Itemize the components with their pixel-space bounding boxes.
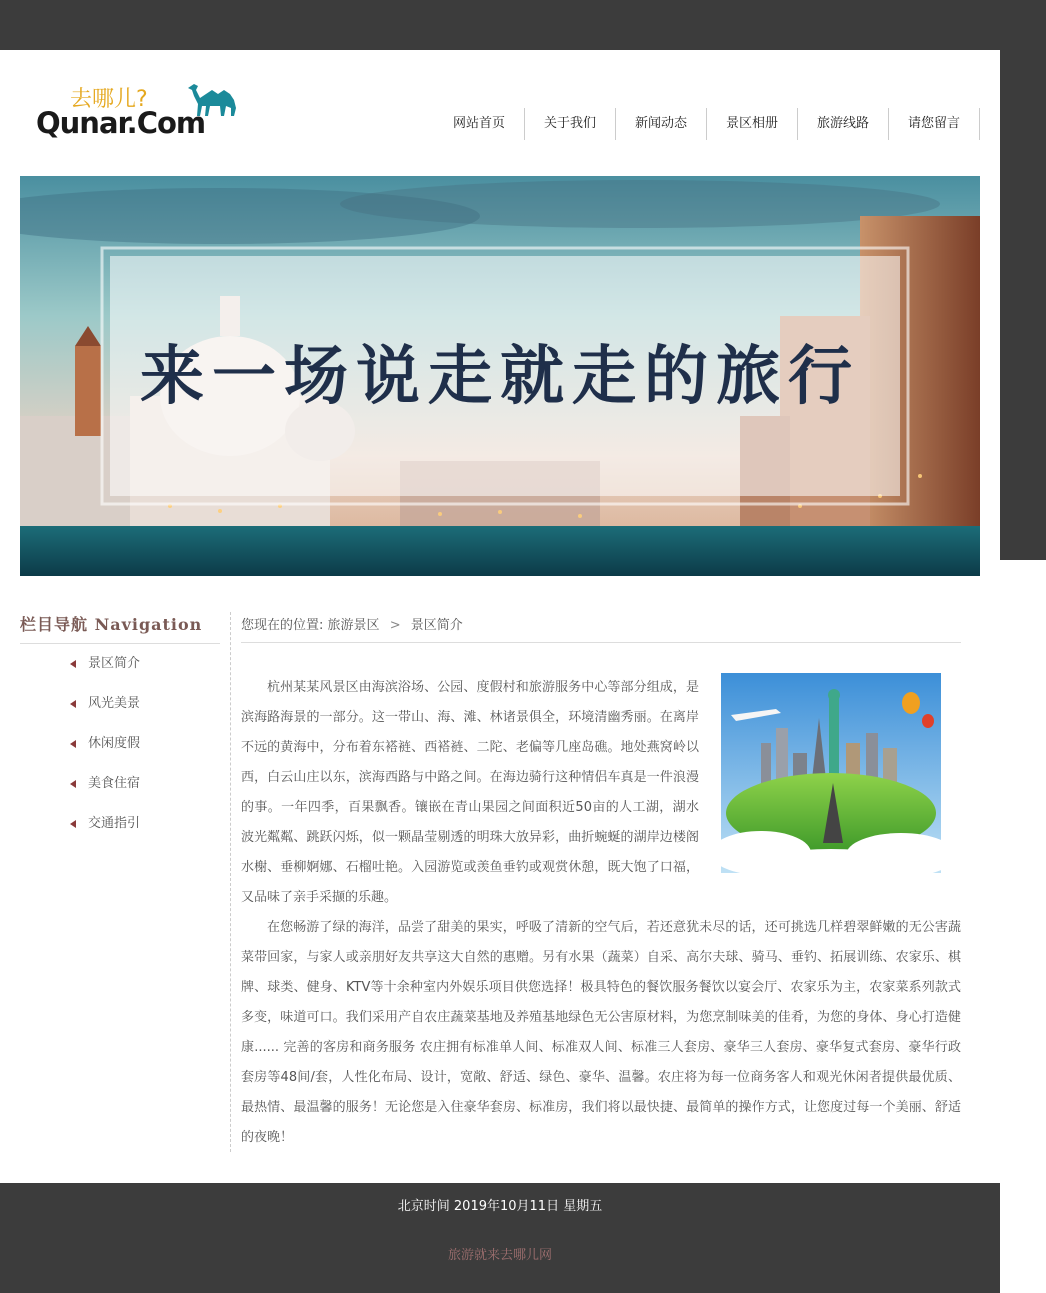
sidebar-item-food[interactable]: 美食住宿 xyxy=(20,764,220,804)
divider xyxy=(230,612,231,1152)
footer xyxy=(0,1183,1000,1293)
top-bar xyxy=(0,0,1046,50)
travel-illustration xyxy=(721,673,941,873)
sidebar-title: 栏目导航 Navigation xyxy=(20,606,220,644)
triangle-left-icon xyxy=(70,660,76,668)
hero-banner xyxy=(20,176,980,576)
logo-en-text: Qunar.Com xyxy=(36,106,206,140)
logo-cn-text: 去哪儿? xyxy=(70,87,148,112)
main-nav xyxy=(434,108,980,140)
nav-home[interactable]: 网站首页 xyxy=(434,108,525,140)
sidebar-item-intro[interactable]: 景区简介 xyxy=(20,644,220,684)
nav-about[interactable]: 关于我们 xyxy=(525,108,616,140)
banner-headline: 来一场说走就走的旅行 xyxy=(140,340,860,414)
nav-message[interactable]: 请您留言 xyxy=(889,108,980,140)
article-paragraph-2: 在您畅游了绿的海洋，品尝了甜美的果实，呼吸了清新的空气后，若还意犹未尽的话，还可挑选几样碧翠鲜嫩的无公害蔬菜带回家，与家人或亲朋好友共享这大自然的惠赠。另有水果（蔬菜）自采、高尔夫球、骑马、垂钓、拓展训练、农家乐、棋牌、球类、健身、KTV等十余种室内外娱乐项目供您选择！极具特色的餐饮服务餐饮以宴会厅、农家乐为主，农家菜系列款式多变，味道可口。我们采用产自农庄蔬菜基地及养殖基地绿色无公害原材料，为您烹制味美的佳肴，为您的身体、身心打造健康...... 完善的客房和商务服务 农庄拥有标准单人间、标准双人间、标准三人套房、豪华三人套房、豪华复式套房、豪华行政套房等48间/套，人性化布局、设计，宽敞、舒适、绿色、豪华、温馨。农庄将为每一位商务客人和观光休闲者提供最优质、最热情、最温馨的服务！无论您是入住豪华套房、标准房，我们将以最快捷、最简单的操作方式，让您度过每一个美丽、舒适的夜晚！ xyxy=(241,920,961,1145)
sidebar-item-traffic[interactable]: 交通指引 xyxy=(20,804,220,844)
footer-slogan: 旅游就来去哪儿网 xyxy=(447,1248,552,1263)
breadcrumb-level1[interactable]: 旅游景区 xyxy=(327,618,380,633)
banner-image xyxy=(20,176,980,576)
triangle-left-icon xyxy=(70,820,76,828)
article-body xyxy=(241,673,961,1153)
triangle-left-icon xyxy=(70,700,76,708)
footer-time: 北京时间 2019年10月11日 星期五 xyxy=(397,1199,603,1214)
nav-album[interactable]: 景区相册 xyxy=(707,108,798,140)
triangle-left-icon xyxy=(70,740,76,748)
breadcrumb xyxy=(241,612,961,643)
main-content xyxy=(241,612,961,1153)
breadcrumb-separator: > xyxy=(389,618,401,633)
nav-news[interactable]: 新闻动态 xyxy=(616,108,707,140)
sidebar-item-leisure[interactable]: 休闲度假 xyxy=(20,724,220,764)
site-logo[interactable] xyxy=(36,78,246,142)
right-side-bar xyxy=(1000,50,1046,560)
sidebar xyxy=(20,606,220,844)
sidebar-item-scenery[interactable]: 风光美景 xyxy=(20,684,220,724)
article-paragraph-1: 杭州某某风景区由海滨浴场、公园、度假村和旅游服务中心等部分组成，是滨海路海景的一部分。这一带山、海、滩、林诸景俱全，环境清幽秀丽。在离岸不远的黄海中，分布着东褡裢、西褡裢、二陀、老偏等几座岛礁。地处燕窝岭以西，白云山庄以东，滨海西路与中路之间。在海边骑行这种情侣车真是一件浪漫的事。一年四季，百果飘香。镶嵌在青山果园之间面积近50亩的人工湖，湖水波光粼粼、跳跃闪烁，似一颗晶莹剔透的明珠大放异彩，曲折蜿蜒的湖岸边楼阁水榭、垂柳婀娜、石榴吐艳。入园游览或羡鱼垂钓或观赏休憩，既大饱了口福，又品味了亲手采撷的乐趣。 xyxy=(241,680,699,905)
breadcrumb-prefix: 您现在的位置: xyxy=(241,618,324,633)
breadcrumb-level2[interactable]: 景区简介 xyxy=(410,618,463,633)
nav-routes[interactable]: 旅游线路 xyxy=(798,108,889,140)
triangle-left-icon xyxy=(70,780,76,788)
